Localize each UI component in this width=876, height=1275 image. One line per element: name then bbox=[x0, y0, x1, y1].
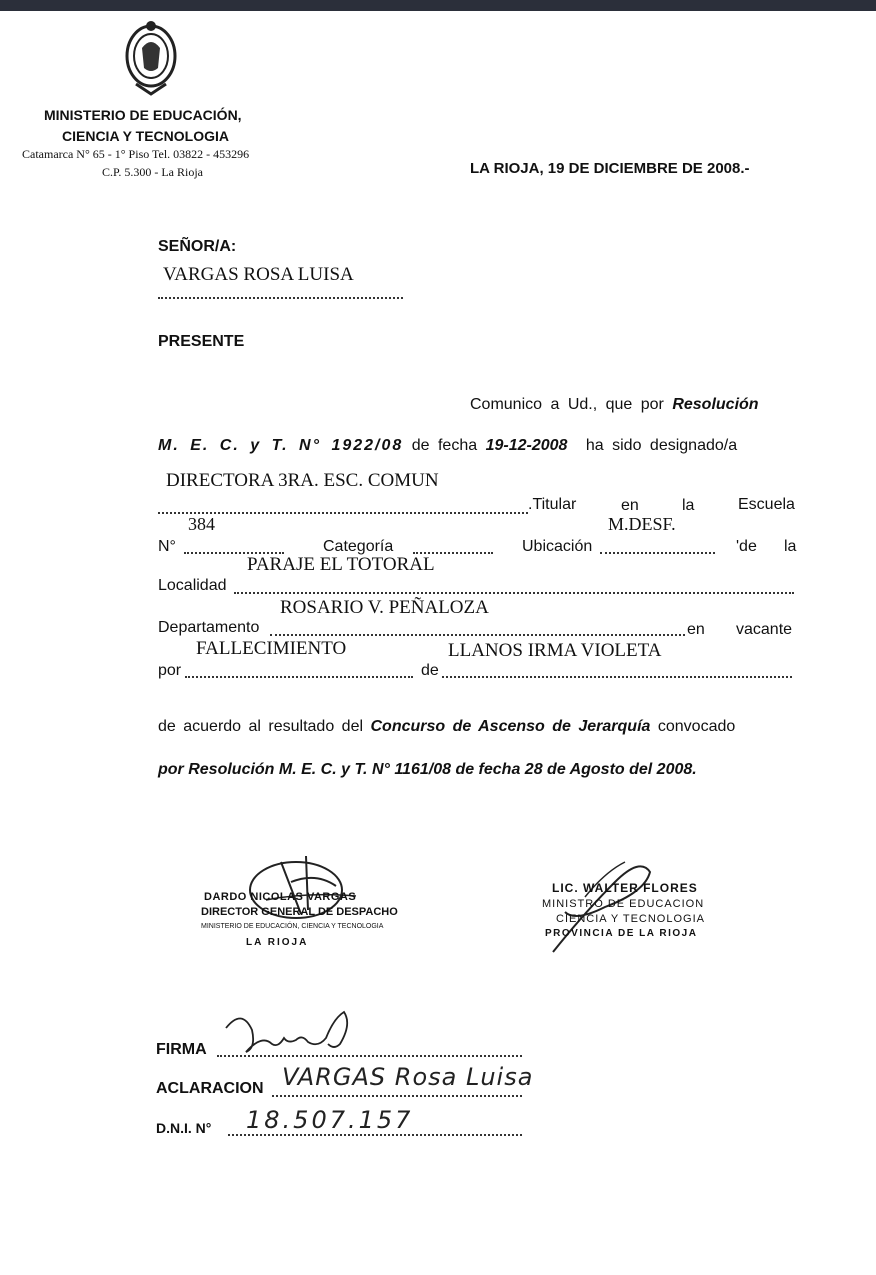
categoria-label: Categoría bbox=[323, 538, 394, 555]
escuela-word: Escuela bbox=[738, 496, 795, 513]
window-top-bar bbox=[0, 0, 876, 11]
en-vacante-word: en bbox=[687, 621, 705, 638]
body-resolution-line bbox=[158, 437, 737, 455]
left-signatory-org: MINISTERIO DE EDUCACIÓN, CIENCIA Y TECNOLOGIA bbox=[201, 923, 384, 930]
firma-handwritten-signature bbox=[222, 1004, 357, 1056]
la-word-2: la bbox=[784, 538, 797, 555]
ministry-name-line1: MINISTERIO DE EDUCACIÓN, bbox=[44, 107, 242, 123]
localidad-label: Localidad bbox=[158, 577, 227, 594]
intro-text: Comunico a Ud., que por bbox=[470, 396, 664, 413]
firma-dotted-line bbox=[217, 1055, 522, 1057]
right-signatory-title: MINISTRO DE EDUCACION bbox=[542, 898, 705, 910]
acuerdo-line bbox=[158, 718, 735, 736]
localidad-dotted-line bbox=[234, 592, 794, 594]
aclaracion-value: VARGAS Rosa Luisa bbox=[282, 1063, 534, 1091]
recipient-name: VARGAS ROSA LUISA bbox=[163, 264, 354, 285]
left-signatory-city: LA RIOJA bbox=[246, 937, 309, 948]
dni-value: 18.507.157 bbox=[246, 1106, 414, 1134]
document-date: LA RIOJA, 19 DE DICIEMBRE DE 2008.- bbox=[470, 160, 750, 177]
convocado-text: convocado bbox=[657, 718, 736, 735]
ubicacion-label: Ubicación bbox=[522, 538, 593, 555]
left-signatory-title: DIRECTOR GENERAL DE DESPACHO bbox=[201, 906, 398, 918]
titular-label: .Titular bbox=[528, 496, 577, 513]
dni-label: D.N.I. N° bbox=[156, 1120, 212, 1136]
recipient-dotted-line bbox=[158, 297, 403, 299]
por-label: por bbox=[158, 662, 182, 679]
departamento-value: ROSARIO V. PEÑALOZA bbox=[280, 597, 489, 618]
right-signatory-name: LIC. WALTER FLORES bbox=[552, 881, 698, 895]
de-dotted-line bbox=[442, 676, 792, 678]
coat-of-arms-icon bbox=[120, 18, 182, 98]
resolution-date: 19-12-2008 bbox=[485, 437, 568, 454]
left-signatory-name: DARDO NICOLAS VARGAS bbox=[204, 891, 357, 903]
right-signatory-city: PROVINCIA DE LA RIOJA bbox=[545, 928, 698, 939]
final-resolution-line: por Resolución M. E. C. y T. N° 1161/08 de fecha 28 de Agosto del 2008. bbox=[158, 761, 697, 778]
presente-label: PRESENTE bbox=[158, 333, 245, 350]
de-word: 'de bbox=[736, 538, 757, 555]
concurso-name: Concurso de Ascenso de Jerarquía bbox=[370, 718, 651, 735]
en-word: en bbox=[621, 497, 639, 514]
designado-text: ha sido designado/a bbox=[585, 437, 738, 454]
por-value: FALLECIMIENTO bbox=[196, 638, 347, 659]
cargo-value: DIRECTORA 3RA. ESC. COMUN bbox=[166, 470, 439, 491]
aclaracion-dotted-line bbox=[272, 1095, 522, 1097]
de-label: de bbox=[421, 662, 439, 679]
departamento-label: Departamento bbox=[158, 619, 260, 636]
resolucion-word: Resolución bbox=[672, 396, 759, 413]
resolution-reference: M. E. C. y T. N° 1922/08 bbox=[158, 437, 404, 454]
right-signatory-org: CIENCIA Y TECNOLOGIA bbox=[556, 913, 705, 925]
numero-label: N° bbox=[158, 538, 176, 555]
firma-label: FIRMA bbox=[156, 1041, 207, 1058]
aclaracion-label: ACLARACION bbox=[156, 1080, 264, 1097]
de-value: LLANOS IRMA VIOLETA bbox=[448, 640, 662, 661]
ubicacion-dotted-line bbox=[600, 552, 715, 554]
por-dotted-line bbox=[185, 676, 413, 678]
localidad-value: PARAJE EL TOTORAL bbox=[247, 554, 435, 575]
school-number-value: 384 bbox=[188, 514, 215, 534]
ministry-name-line2: CIENCIA Y TECNOLOGIA bbox=[62, 128, 229, 144]
departamento-dotted-line bbox=[270, 634, 685, 636]
ministry-address-line1: Catamarca N° 65 - 1° Piso Tel. 03822 - 453296 bbox=[22, 147, 250, 161]
dni-dotted-line bbox=[228, 1134, 522, 1136]
body-intro bbox=[470, 396, 759, 414]
acuerdo-text: de acuerdo al resultado del bbox=[158, 718, 364, 735]
ubicacion-value: M.DESF. bbox=[608, 514, 676, 534]
ministry-address-line2: C.P. 5.300 - La Rioja bbox=[102, 165, 203, 179]
la-word: la bbox=[682, 497, 695, 514]
vacante-word: vacante bbox=[736, 621, 793, 638]
recipient-label: SEÑOR/A: bbox=[158, 238, 237, 255]
de-fecha-text: de fecha bbox=[411, 437, 478, 454]
